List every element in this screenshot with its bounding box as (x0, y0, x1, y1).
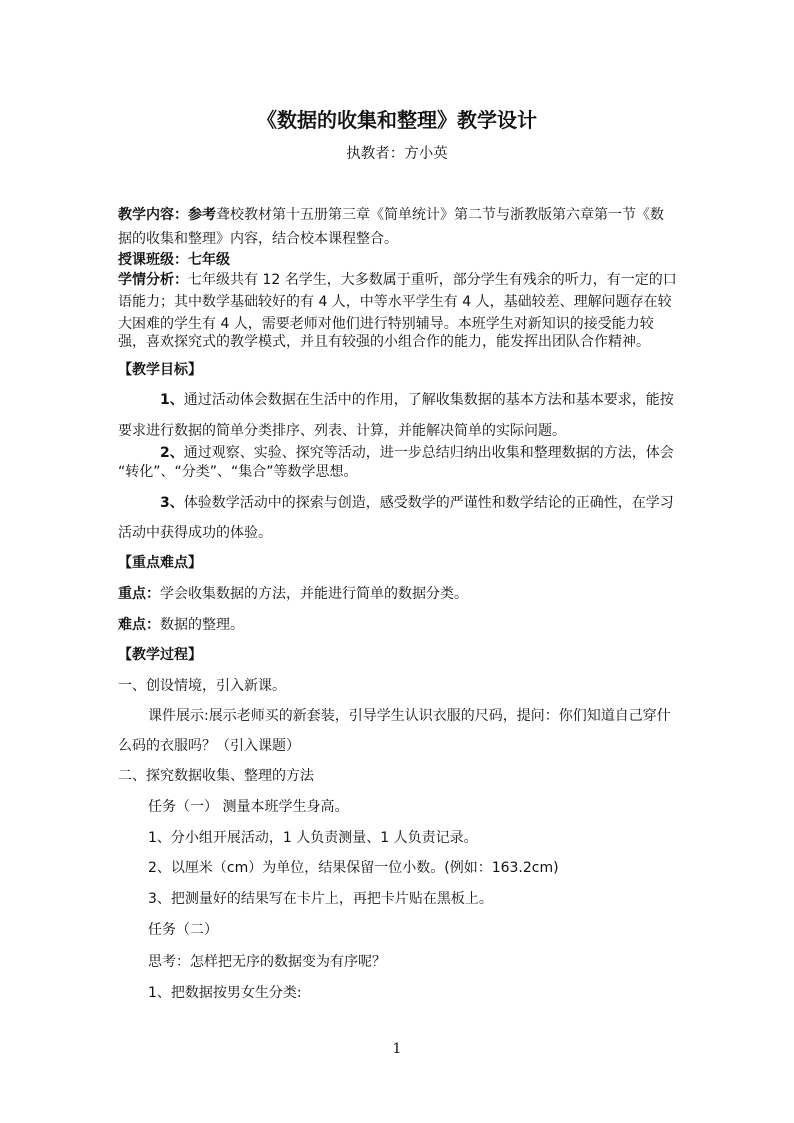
step-2: 二、探究数据收集、整理的方法 (118, 768, 314, 784)
task-2: 任务（二） (148, 922, 218, 938)
task-1-item-1: 1、分小组开展活动，1 人负责测量、1 人负责记录。 (148, 830, 478, 846)
content-text-1: 聋校教材第十五册第三章《简单统计》第二节与浙教版第六章第一节《数 (216, 207, 664, 223)
goal-1-number: 1、 (160, 392, 184, 408)
key-point-line (118, 585, 678, 603)
step-1-detail-1: 课件展示:展示老师买的新套装，引导学生认识衣服的尺码，提问：你们知道自己穿什 (148, 708, 671, 724)
page-number: 1 (392, 1041, 402, 1057)
goals-heading: 【教学目标】 (118, 362, 202, 378)
think-question: 思考：怎样把无序的数据变为有序呢？ (148, 954, 386, 970)
goal-3-number: 3、 (160, 495, 184, 511)
key-points-heading: 【重点难点】 (118, 555, 202, 571)
goal-2-line-1 (160, 444, 720, 462)
content-line-2: 据的收集和整理》内容，结合校本课程整合。 (118, 231, 398, 247)
analysis-line-1 (118, 271, 678, 289)
step-1: 一、创设情境，引入新课。 (118, 678, 286, 694)
goal-1-line-1 (160, 391, 720, 409)
step-1-detail-2: 么码的衣服吗？（引入课题） (118, 738, 300, 754)
content-label: 教学内容： (118, 207, 188, 223)
goal-3-line-2: 活动中获得成功的体验。 (118, 525, 272, 541)
class-line (118, 251, 678, 269)
analysis-label: 学情分析： (118, 272, 188, 288)
task-1-item-3: 3、把测量好的结果写在卡片上，再把卡片贴在黑板上。 (148, 891, 493, 907)
goal-3-line-1 (160, 494, 720, 512)
task-1-item-2: 2、以厘米（cm）为单位，结果保留一位小数。(例如：163.2cm) (148, 860, 559, 876)
process-heading: 【教学过程】 (118, 647, 202, 663)
author-line: 执教者：方小英 (346, 146, 448, 162)
content-lead: 参考 (188, 207, 216, 223)
task-1: 任务（一） 测量本班学生身高。 (148, 799, 349, 815)
goal-2-number: 2、 (160, 445, 184, 461)
analysis-line-2: 语能力；其中数学基础较好的有 4 人，中等水平学生有 4 人，基础较差、理解问题存在较 (118, 294, 672, 310)
analysis-text-1: 七年级共有 12 名学生，大多数属于重听，部分学生有残余的听力，有一定的口 (188, 272, 677, 288)
difficulty-label: 难点： (118, 617, 160, 633)
analysis-line-3: 大困难的学生有 4 人，需要老师对他们进行特别辅导。本班学生对新知识的接受能力较 (118, 316, 654, 332)
class-label: 授课班级： (118, 252, 188, 268)
goal-3-text: 体验数学活动中的探索与创造，感受数学的严谨性和数学结论的正确性，在学习 (183, 495, 674, 511)
difficulty-line (118, 616, 678, 634)
goal-1-line-2: 要求进行数据的简单分类排序、列表、计算，并能解决简单的实际问题。 (118, 423, 566, 439)
difficulty-text: 数据的整理。 (160, 617, 244, 633)
goal-2-line-2: “转化”、“分类”、“集合”等数学思想。 (118, 464, 358, 480)
analysis-line-4: 强，喜欢探究式的教学模式，并且有较强的小组合作的能力，能发挥出团队合作精神。 (118, 334, 650, 350)
class-value: 七年级 (188, 252, 230, 268)
key-point-label: 重点： (118, 586, 160, 602)
content-line-1 (118, 206, 678, 224)
document-title: 《数据的收集和整理》教学设计 (257, 108, 537, 132)
goal-1-text: 通过活动体会数据在生活中的作用，了解收集数据的基本方法和基本要求，能按 (183, 392, 674, 408)
think-item-1: 1、把数据按男女生分类: (148, 985, 302, 1001)
goal-2-text: 通过观察、实验、探究等活动，进一步总结归纳出收集和整理数据的方法，体会 (183, 445, 674, 461)
key-point-text: 学会收集数据的方法，并能进行简单的数据分类。 (160, 586, 468, 602)
